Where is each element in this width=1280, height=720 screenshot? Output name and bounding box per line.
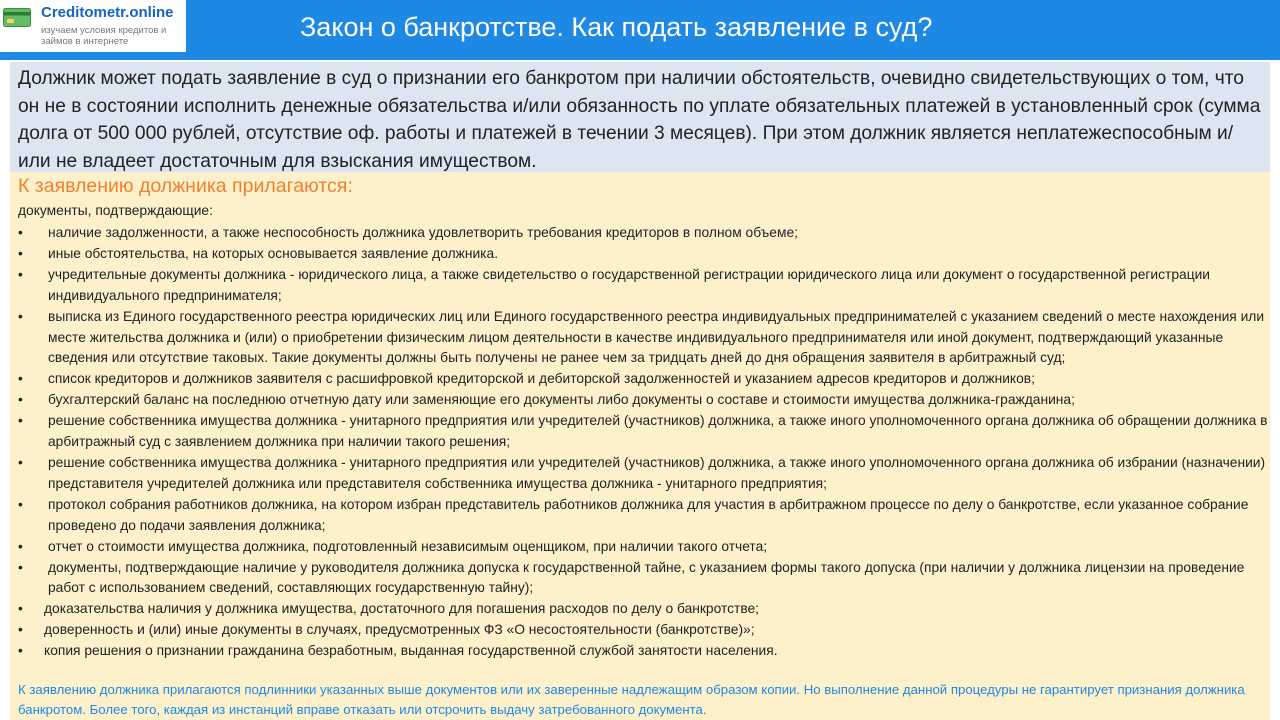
list-item: [10, 620, 1270, 641]
bullet: •: [18, 622, 23, 638]
list-item-text: наличие задолженности, а также неспособность должника удовлетворить требования кредиторов в полном объеме;: [48, 225, 798, 240]
list-item-text: список кредиторов и должников заявителя с расшифровкой кредиторской и дебиторской задолженностей и указанием адресов кредиторов и должников;: [48, 371, 1035, 387]
list-item: [10, 223, 1270, 244]
list-item-text: решение собственника имущества должника - унитарного предприятия или учредителей (участников) должника, а также иного уполномоченного органа должника об избрании (назначении) представителя учредителей должника или представителя собственника имущества должника - унитарного предприятия;: [48, 454, 1266, 491]
list-item-text: доверенность и (или) иные документы в случаях, предусмотренных ФЗ «О несостоятельности (банкротстве)»;: [44, 622, 755, 638]
attachments-heading: К заявлению должника прилагаются:: [18, 175, 353, 197]
bullet: •: [18, 413, 23, 429]
logo-tagline: изучаем условия кредитов и займов в интернете: [41, 25, 167, 47]
bullet: •: [18, 371, 23, 387]
title-bar: [0, 0, 1280, 60]
list-item: [10, 244, 1270, 265]
logo-title: Creditometr.online: [41, 4, 174, 21]
attachments-lead: документы, подтверждающие:: [18, 203, 213, 218]
list-item: [10, 599, 1270, 620]
bullet: •: [18, 245, 23, 261]
list-item: [10, 307, 1270, 370]
list-item: [10, 411, 1270, 453]
list-item: [10, 495, 1270, 537]
list-item-text: выписка из Единого государственного реестра юридических лиц или Единого государственного реестра индивидуальных предпринимателей с указанием сведений о месте нахождения или месте жительства должника и (или) о приобретении физическим лицом деятельности в качестве индивидуального предпринимателя или иной документ, подтверждающий указанные сведения или отсутствие таковых. Такие документы должны быть получены не ранее чем за тридцать дней до дня обращения заявителя в арбитражный суд;: [48, 308, 1265, 366]
list-item-text: документы, подтверждающие наличие у руководителя должника допуска к государственной тайне, с указанием формы такого допуска (при наличии у должника лицензии на проведение работ с использованием сведений, составляющих государственную тайну);: [48, 559, 1245, 596]
logo[interactable]: [0, 0, 186, 52]
bullet: •: [18, 643, 23, 659]
bullet: •: [18, 454, 23, 470]
list-item: [10, 537, 1270, 558]
list-item: [10, 641, 1270, 662]
bullet: •: [18, 266, 23, 282]
page-title: Закон о банкротстве. Как подать заявление в суд?: [300, 12, 933, 42]
list-item: [10, 390, 1270, 411]
attachments-panel: [10, 172, 1270, 720]
list-item-text: протокол собрания работников должника, на котором избран представитель работников должника для участия в арбитражном процессе по делу о банкротстве, если указанное собрание проведено до подачи заявления должника;: [48, 496, 1249, 533]
list-item-text: учредительные документы должника - юридического лица, а также свидетельство о государственной регистрации юридического лица или документ о государственной регистрации индивидуального предпринимателя;: [48, 266, 1211, 303]
bullet: •: [18, 496, 23, 512]
credit-card-icon: [3, 8, 31, 27]
bullet: •: [18, 559, 23, 575]
bullet: •: [18, 308, 23, 324]
footer-note: К заявлению должника прилагаются подлинники указанных выше документов или их заверенные надлежащим образом копии. Но выполнение данной процедуры не гарантирует признания должника банкротом. Более того, каждая из инстанций вправе отказать или отсрочить выдачу затребованного документа.: [18, 682, 1245, 717]
list-item: [10, 558, 1270, 600]
list-item-text: бухгалтерский баланс на последнюю отчетную дату или заменяющие его документы либо документы о составе и стоимости имущества должника-гражданина;: [48, 392, 1075, 408]
list-item-text: иные обстоятельства, на которых основывается заявление должника.: [48, 245, 499, 261]
bullet: •: [18, 392, 23, 408]
list-item-text: решение собственника имущества должника - унитарного предприятия или учредителей (участников) должника, а также иного уполномоченного органа должника об обращении должника в арбитражный суд с заявлением должника при наличии такого решения;: [48, 413, 1268, 450]
list-item-text: доказательства наличия у должника имущества, достаточного для погашения расходов по делу о банкротстве;: [44, 601, 760, 617]
intro-paragraph: Должник может подать заявление в суд о признании его банкротом при наличии обстоятельств, очевидно свидетельствующих о том, что он не в состоянии исполнить денежные обязательства и/или обязанность по уплате обязательных платежей в установленный срок (сумма долга от 500 000 рублей, отсутствие оф. работы и платежей в течении 3 месяцев). При этом должник является неплатежеспособным и/или не владеет достаточным для взыскания имуществом.: [10, 62, 1270, 172]
list-item: [10, 265, 1270, 307]
list-item-text: отчет о стоимости имущества должника, подготовленный независимым оценщиком, при наличии такого отчета;: [48, 538, 768, 554]
bullet: •: [18, 225, 23, 240]
bullet: •: [18, 601, 23, 617]
bullet: •: [18, 538, 23, 554]
list-item: [10, 453, 1270, 495]
list-item: [10, 369, 1270, 390]
attachments-list: [10, 223, 1270, 662]
list-item-text: копия решения о признании гражданина безработным, выданная государственной службой занятости населения.: [44, 643, 778, 659]
